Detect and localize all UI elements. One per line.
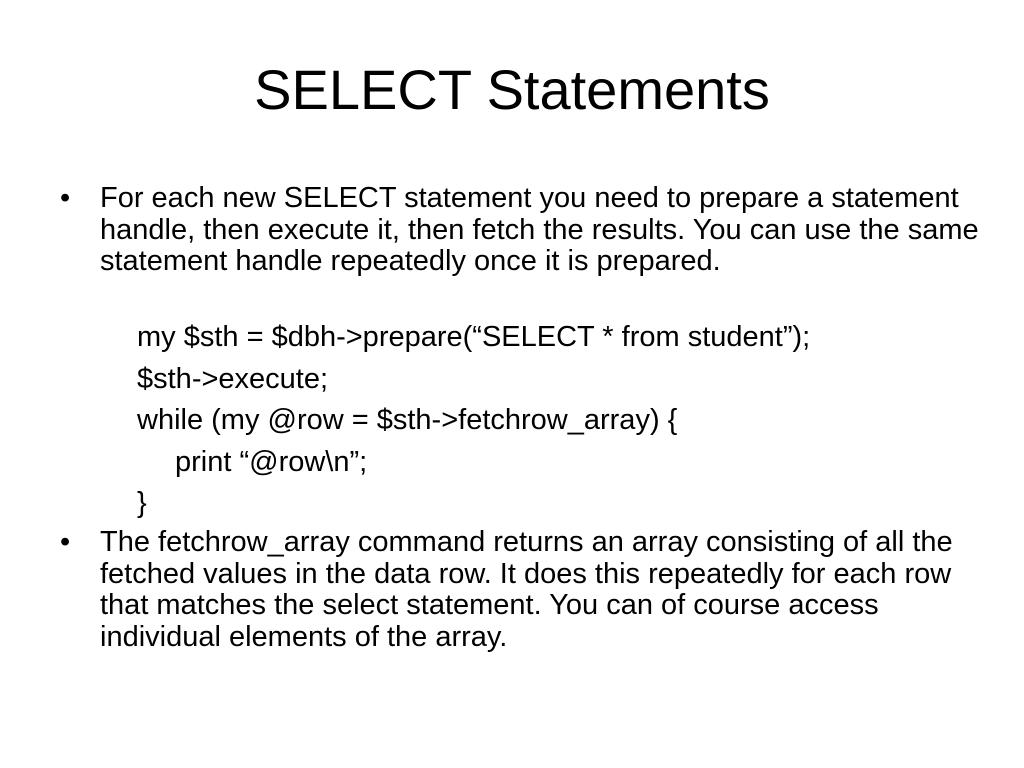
bullet-text: For each new SELECT statement you need to prepare a statement handle, then execute it, then fetch the results. You can use the same statement handle repeatedly once it is prepared. — [100, 182, 979, 277]
bullet-text: The fetchrow_array command returns an array consisting of all the fetched values in the data row. It does this repeatedly for each row that matches the select statement. You can of course access individual elements of the array. — [100, 526, 953, 653]
code-line: $sth->execute; — [137, 363, 329, 395]
code-line: my $sth = $dbh->prepare(“SELECT * from student”); — [137, 321, 811, 353]
code-line: while (my @row = $sth->fetchrow_array) { — [137, 404, 678, 436]
bullet-dot: • — [60, 526, 71, 558]
code-line: print “@row\n”; — [175, 446, 368, 478]
bullet-item — [60, 526, 980, 653]
bullet-item — [60, 182, 980, 278]
bullet-dot: • — [60, 182, 71, 214]
slide-title: SELECT Statements — [254, 58, 770, 121]
code-line: } — [137, 487, 147, 519]
